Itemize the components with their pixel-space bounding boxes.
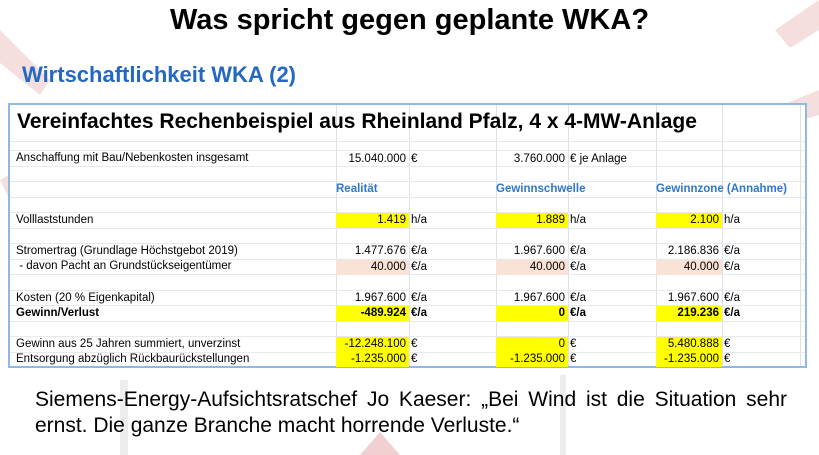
cell-value: 5.480.888 [656,337,722,352]
grid-line [656,105,657,366]
cell-unit: €/a [724,245,740,257]
page-title: Was spricht gegen geplante WKA? [169,4,650,36]
cell-unit: h/a [411,214,427,226]
cell-unit: h/a [570,214,586,226]
row-label-volllaststunden: Volllaststunden [16,214,94,226]
cell-unit: € [570,353,577,365]
grid-line [409,105,410,366]
cell-unit: €/a [724,261,740,273]
cell-unit: €/a [570,307,586,319]
grid-line [800,105,801,366]
cell-unit: € [570,338,577,350]
cell-value: 2.186.836 [667,245,719,257]
cell-unit: €/a [411,292,427,304]
acquisition-label: Anschaffung mit Bau/Nebenkosten insgesamt [16,152,249,164]
row-label-gewinn-25-jahre: Gewinn aus 25 Jahren summiert, unverzinst [16,338,241,350]
cell-unit: €/a [411,261,427,273]
cell-unit: €/a [570,245,586,257]
cell-value: 0 [496,337,568,352]
cell-unit: €/a [724,307,740,319]
acquisition-total-unit: € [411,153,418,165]
cell-unit: €/a [724,292,740,304]
acquisition-total: 15.040.000 [348,153,406,165]
cell-unit: € [411,338,418,350]
cell-value: -1.235.000 [656,352,722,367]
cell-unit: € [411,353,418,365]
grid-line [722,105,723,366]
row-label-entsorgung: Entsorgung abzüglich Rückbaurückstellungen [16,353,250,365]
grid-line [496,105,497,366]
cell-unit: h/a [724,214,740,226]
cell-value: 1.967.600 [513,245,565,257]
grid-line [336,105,337,366]
grid-line [10,321,805,322]
grid-line [10,181,805,182]
cell-value: 1.967.600 [667,292,719,304]
cell-unit: € [724,353,731,365]
cell-value: -1.235.000 [496,352,568,367]
cell-value: 40.000 [656,260,722,275]
sheet-title: Vereinfachtes Rechenbeispiel aus Rheinland Pfalz, 4 x 4-MW-Anlage [17,110,697,133]
grid-line [568,105,569,366]
cell-value: 1.967.600 [513,292,565,304]
cell-value: 1.889 [496,213,568,228]
cell-value: 1.967.600 [354,292,406,304]
cell-value: 219.236 [656,306,722,321]
section-subtitle: Wirtschaftlichkeit WKA (2) [22,62,297,87]
row-label-pacht: - davon Pacht an Grundstückseigentümer [16,260,232,272]
grid-line [10,197,805,198]
acquisition-per-unit-label: € je Anlage [570,153,627,165]
cell-unit: € [724,338,731,350]
cell-value: -489.924 [336,306,409,321]
acquisition-per-unit: 3.760.000 [513,153,565,165]
cell-value: -12.248.100 [336,337,409,352]
row-label-stromertrag: Stromertrag (Grundlage Höchstgebot 2019) [16,245,238,257]
cell-unit: €/a [411,245,427,257]
cell-value: 0 [496,306,568,321]
cell-value: 40.000 [336,260,409,275]
cell-value: 40.000 [496,260,568,275]
row-label-kosten: Kosten (20 % Eigenkapital) [16,292,155,304]
quote-text: Siemens-Energy-Aufsichtsratschef Jo Kaeser: „Bei Wind ist die Situation sehr ernst. Die ganze Branche macht horrende Verluste.“ [35,388,787,437]
spreadsheet-table [8,103,807,368]
cell-value: 1.477.676 [354,245,406,257]
row-label-gewinn-verlust: Gewinn/Verlust [16,307,100,319]
cell-value: 1.419 [336,213,409,228]
column-header-gewinnzone: Gewinnzone (Annahme) [656,183,787,195]
cell-value: 2.100 [656,213,722,228]
grid-line [10,228,805,229]
cell-value: -1.235.000 [336,352,409,367]
cell-unit: €/a [570,292,586,304]
grid-line [10,150,805,151]
column-header-gewinnschwelle: Gewinnschwelle [496,183,586,195]
cell-unit: €/a [411,307,427,319]
cell-unit: €/a [570,261,586,273]
column-header-realitaet: Realität [336,183,378,195]
grid-line [10,141,805,142]
